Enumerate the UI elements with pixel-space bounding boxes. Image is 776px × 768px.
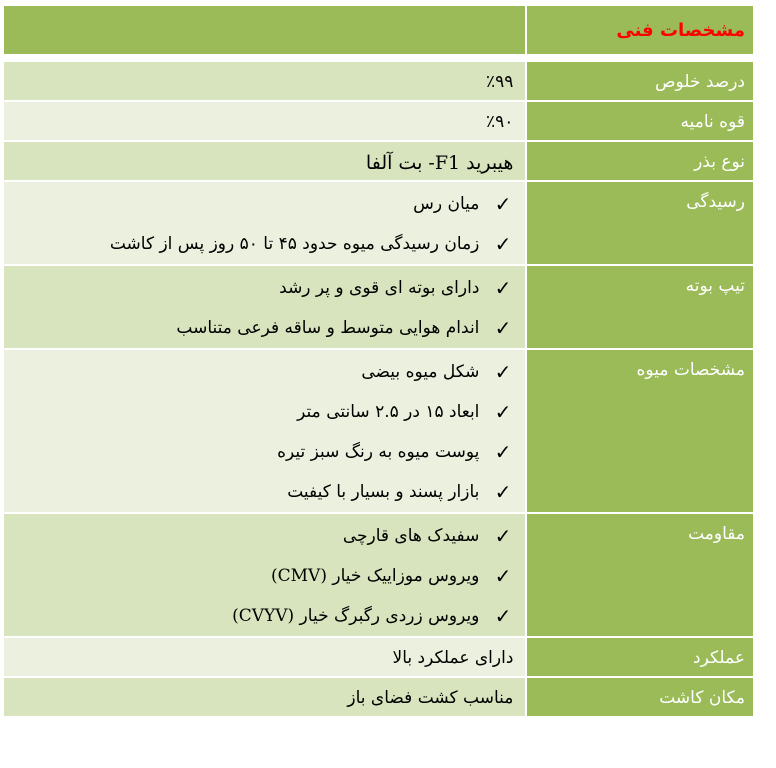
list-item: ✓ پوست میوه به رنگ سبز تیره [12, 432, 513, 472]
row-germination [4, 102, 753, 142]
list-item: ✓ ویروس زردی رگبرگ خیار (CVYV) [12, 596, 513, 636]
row-key: تیپ بوته [525, 266, 753, 350]
row-key: مشخصات میوه [525, 350, 753, 514]
row-key: نوع بذر [525, 142, 753, 182]
check-list [12, 352, 513, 512]
row-key: مقاومت [525, 514, 753, 638]
check-icon: ✓ [494, 604, 512, 628]
check-icon: ✓ [494, 524, 512, 548]
row-value: ٪۹۰ [4, 102, 525, 142]
row-value [4, 350, 525, 514]
list-item: ✓ شکل میوه بیضی [12, 352, 513, 392]
seed-type-text: هیبرید F1- بت آلفا [365, 152, 514, 174]
row-key: درصد خلوص [525, 62, 753, 102]
row-value [4, 266, 525, 350]
list-item: ✓ ویروس موزاییک خیار (CMV) [12, 556, 513, 596]
header-blank [4, 6, 525, 56]
list-item: ✓ بازار پسند و بسیار با کیفیت [12, 472, 513, 512]
row-value: ٪۹۹ [4, 62, 525, 102]
check-icon: ✓ [494, 316, 512, 340]
row-key: قوه نامیه [525, 102, 753, 142]
row-fruit [4, 350, 753, 514]
row-value: مناسب کشت فضای باز [4, 678, 525, 718]
row-key: عملکرد [525, 638, 753, 678]
list-item: ✓ ابعاد ۱۵ در ۲.۵ سانتی متر [12, 392, 513, 432]
row-plant-type [4, 266, 753, 350]
check-list [12, 516, 513, 636]
row-key: مکان کاشت [525, 678, 753, 718]
row-yield [4, 638, 753, 678]
row-value [4, 142, 525, 182]
row-key: رسیدگی [525, 182, 753, 266]
check-list [12, 268, 513, 348]
check-icon: ✓ [494, 276, 512, 300]
check-icon: ✓ [494, 232, 512, 256]
check-icon: ✓ [494, 440, 512, 464]
list-item: ✓ اندام هوایی متوسط و ساقه فرعی متناسب [12, 308, 513, 348]
check-icon: ✓ [494, 400, 512, 424]
row-seed-type [4, 142, 753, 182]
row-purity [4, 62, 753, 102]
check-icon: ✓ [494, 192, 512, 216]
check-icon: ✓ [494, 360, 512, 384]
spec-table [4, 6, 753, 718]
list-item: ✓ زمان رسیدگی میوه حدود ۴۵ تا ۵۰ روز پس از کاشت [12, 224, 513, 264]
header-row [4, 6, 753, 56]
header-title: مشخصات فنی [525, 6, 753, 56]
row-planting-place [4, 678, 753, 718]
row-resistance [4, 514, 753, 638]
check-icon: ✓ [494, 480, 512, 504]
list-item: ✓ دارای بوته ای قوی و پر رشد [12, 268, 513, 308]
check-list [12, 184, 513, 264]
row-maturity [4, 182, 753, 266]
row-value [4, 514, 525, 638]
row-value [4, 182, 525, 266]
list-item: ✓ سفیدک های قارچی [12, 516, 513, 556]
row-value: دارای عملکرد بالا [4, 638, 525, 678]
check-icon: ✓ [494, 564, 512, 588]
list-item: ✓ میان رس [12, 184, 513, 224]
